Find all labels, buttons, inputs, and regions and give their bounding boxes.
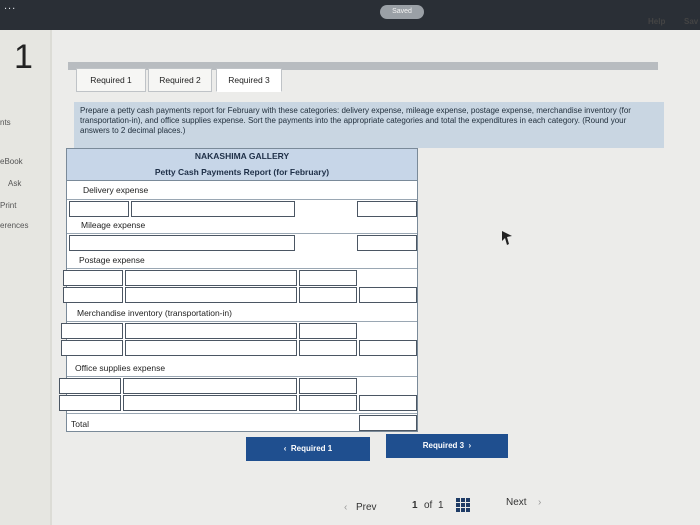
sidebar-item-points[interactable]: nts — [0, 118, 11, 127]
prev-required-button[interactable]: ‹ Required 1 — [246, 437, 370, 461]
office-date-input-2[interactable] — [59, 395, 121, 411]
mileage-amount-input[interactable] — [357, 235, 417, 251]
office-amount-input-2[interactable] — [299, 395, 357, 411]
left-sidebar — [0, 30, 50, 525]
tab-required-1[interactable]: Required 1 — [76, 68, 146, 92]
mileage-description-input[interactable] — [69, 235, 295, 251]
office-description-input-2[interactable] — [123, 395, 297, 411]
petty-cash-report — [66, 148, 418, 432]
next-button[interactable]: Next — [506, 497, 527, 508]
sidebar-item-references[interactable]: erences — [0, 221, 29, 230]
top-bar — [0, 0, 700, 30]
merch-description-input-1[interactable] — [125, 323, 297, 339]
chevron-left-icon: ‹ — [344, 502, 348, 513]
grand-total-input[interactable] — [359, 415, 417, 431]
section-merchandise-inventory: Merchandise inventory (transportation-in) — [77, 308, 232, 318]
postage-description-input-2[interactable] — [125, 287, 297, 303]
grid-icon[interactable] — [456, 498, 470, 512]
tab-required-2[interactable]: Required 2 — [148, 68, 212, 92]
tab-required-3[interactable]: Required 3 — [216, 68, 282, 92]
merch-date-input-1[interactable] — [61, 323, 123, 339]
office-total-input[interactable] — [359, 395, 417, 411]
section-postage-expense: Postage expense — [79, 255, 145, 265]
merch-amount-input-1[interactable] — [299, 323, 357, 339]
postage-date-input-2[interactable] — [63, 287, 123, 303]
saved-badge: Saved — [380, 5, 424, 19]
report-subtitle: Petty Cash Payments Report (for February) — [67, 163, 417, 181]
delivery-amount-input[interactable] — [357, 201, 417, 217]
section-mileage-expense: Mileage expense — [81, 220, 146, 230]
postage-description-input-1[interactable] — [125, 270, 297, 286]
office-date-input-1[interactable] — [59, 378, 121, 394]
report-company: NAKASHIMA GALLERY — [67, 149, 417, 163]
chevron-right-icon: › — [538, 497, 542, 508]
postage-amount-input-1[interactable] — [299, 270, 357, 286]
delivery-date-input[interactable] — [69, 201, 129, 217]
page-total: 1 — [438, 500, 444, 511]
postage-total-input[interactable] — [359, 287, 417, 303]
save-link[interactable]: Sav — [684, 17, 699, 26]
chevron-right-icon: › — [464, 441, 472, 450]
app-title: ... — [4, 0, 17, 12]
office-description-input-1[interactable] — [123, 378, 297, 394]
help-link[interactable]: Help — [648, 17, 666, 26]
question-number: 1 — [14, 38, 33, 76]
next-required-button[interactable]: Required 3 › — [386, 434, 508, 458]
merch-description-input-2[interactable] — [125, 340, 297, 356]
sidebar-item-print[interactable]: Print — [0, 201, 17, 210]
section-office-supplies-expense: Office supplies expense — [75, 363, 166, 373]
chevron-left-icon: ‹ — [283, 444, 291, 453]
postage-amount-input-2[interactable] — [299, 287, 357, 303]
delivery-description-input[interactable] — [131, 201, 295, 217]
merch-date-input-2[interactable] — [61, 340, 123, 356]
page-current: 1 — [412, 500, 418, 511]
merch-total-input[interactable] — [359, 340, 417, 356]
sidebar-item-ask[interactable]: Ask — [8, 179, 22, 188]
page-of: of — [424, 500, 433, 511]
section-delivery-expense: Delivery expense — [83, 185, 149, 195]
merch-amount-input-2[interactable] — [299, 340, 357, 356]
prev-button[interactable]: Prev — [356, 502, 377, 513]
instructions: Prepare a petty cash payments report for February with these categories: delivery expense, mileage expense, postage expense, merchandise inventory (for transportation-in), and office supplies expense. Sort the payments into the appropriate categories and total the expenditures in each category. (Round your answers to 2 decimal places.) — [74, 102, 664, 148]
office-amount-input-1[interactable] — [299, 378, 357, 394]
postage-date-input-1[interactable] — [63, 270, 123, 286]
mouse-cursor-icon — [500, 230, 514, 246]
sidebar-item-ebook[interactable]: eBook — [0, 157, 23, 166]
total-label: Total — [71, 419, 89, 429]
